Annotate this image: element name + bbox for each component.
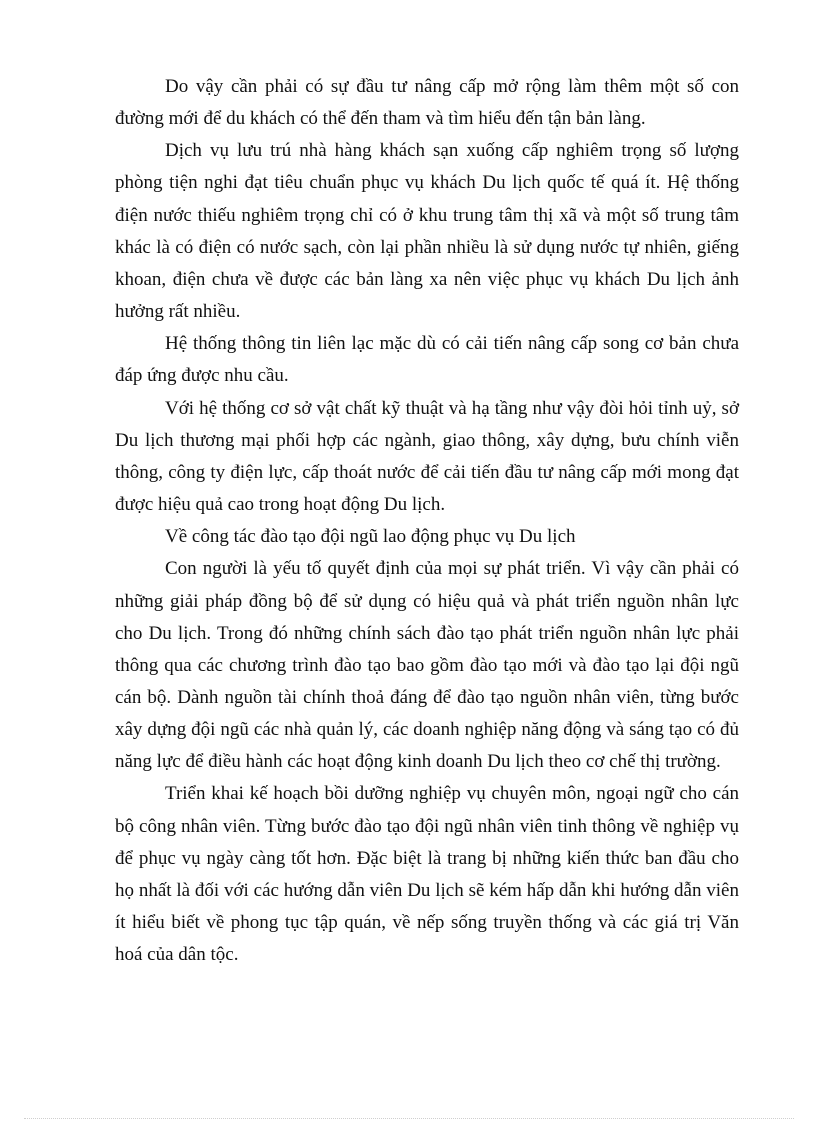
document-body — [115, 71, 739, 971]
section-heading-training: Về công tác đào tạo đội ngũ lao động phục vụ Du lịch — [165, 526, 576, 548]
paragraph-communication-system: Hệ thống thông tin liên lạc mặc dù có cải tiến nâng cấp song cơ bản chưa đáp ứng được nhu cầu. — [115, 333, 739, 387]
paragraph-human-resources: Con người là yếu tố quyết định của mọi sự phát triển. Vì vậy cần phải có những giải pháp đồng bộ để sử dụng có hiệu quả và phát triển nguồn nhân lực cho Du lịch. Trong đó những chính sách đào tạo phát triển nguồn nhân lực phải thông qua các chương trình đào tạo bao gồm đào tạo mới và đào tạo lại đội ngũ cán bộ. Dành nguồn tài chính thoả đáng để đào tạo nguồn nhân viên, từng bước xây dựng đội ngũ các nhà quản lý, các doanh nghiệp năng động và sáng tạo có đủ năng lực để điều hành các hoạt động kinh doanh Du lịch theo cơ chế thị trường. — [115, 558, 739, 773]
paragraph-road-investment: Do vậy cần phải có sự đầu tư nâng cấp mở rộng làm thêm một số con đường mới để du khách có thể đến tham và tìm hiểu đến tận bản làng. — [115, 76, 739, 130]
paragraph-infrastructure-coordination: Với hệ thống cơ sở vật chất kỹ thuật và hạ tầng như vậy đòi hỏi tỉnh uỷ, sở Du lịch thương mại phối hợp các ngành, giao thông, xây dựng, bưu chính viễn thông, công ty điện lực, cấp thoát nước để cải tiến đầu tư nâng cấp mới mong đạt được hiệu quả cao trong hoạt động Du lịch. — [115, 397, 739, 516]
paragraph-accommodation-services: Dịch vụ lưu trú nhà hàng khách sạn xuống cấp nghiêm trọng số lượng phòng tiện nghi đạt tiêu chuẩn phục vụ khách Du lịch quốc tế quá ít. Hệ thống điện nước thiếu nghiêm trọng chỉ có ở khu trung tâm thị xã và một số trung tâm khác là có điện có nước sạch, còn lại phần nhiều là sử dụng nước tự nhiên, giếng khoan, điện chưa về được các bản làng xa nên việc phục vụ khách Du lịch ảnh hưởng rất nhiều. — [115, 140, 739, 323]
paragraph-staff-training: Triển khai kế hoạch bồi dưỡng nghiệp vụ chuyên môn, ngoại ngữ cho cán bộ công nhân viên. Từng bước đào tạo đội ngũ nhân viên tinh thông về nghiệp vụ để phục vụ ngày càng tốt hơn. Đặc biệt là trang bị những kiến thức ban đầu cho họ nhất là đối với các hướng dẫn viên Du lịch sẽ kém hấp dẫn khi hướng dẫn viên ít hiểu biết về phong tục tập quán, về nếp sống truyền thống và các giá trị Văn hoá của dân tộc. — [115, 783, 739, 966]
page-bottom-divider — [24, 1118, 794, 1119]
